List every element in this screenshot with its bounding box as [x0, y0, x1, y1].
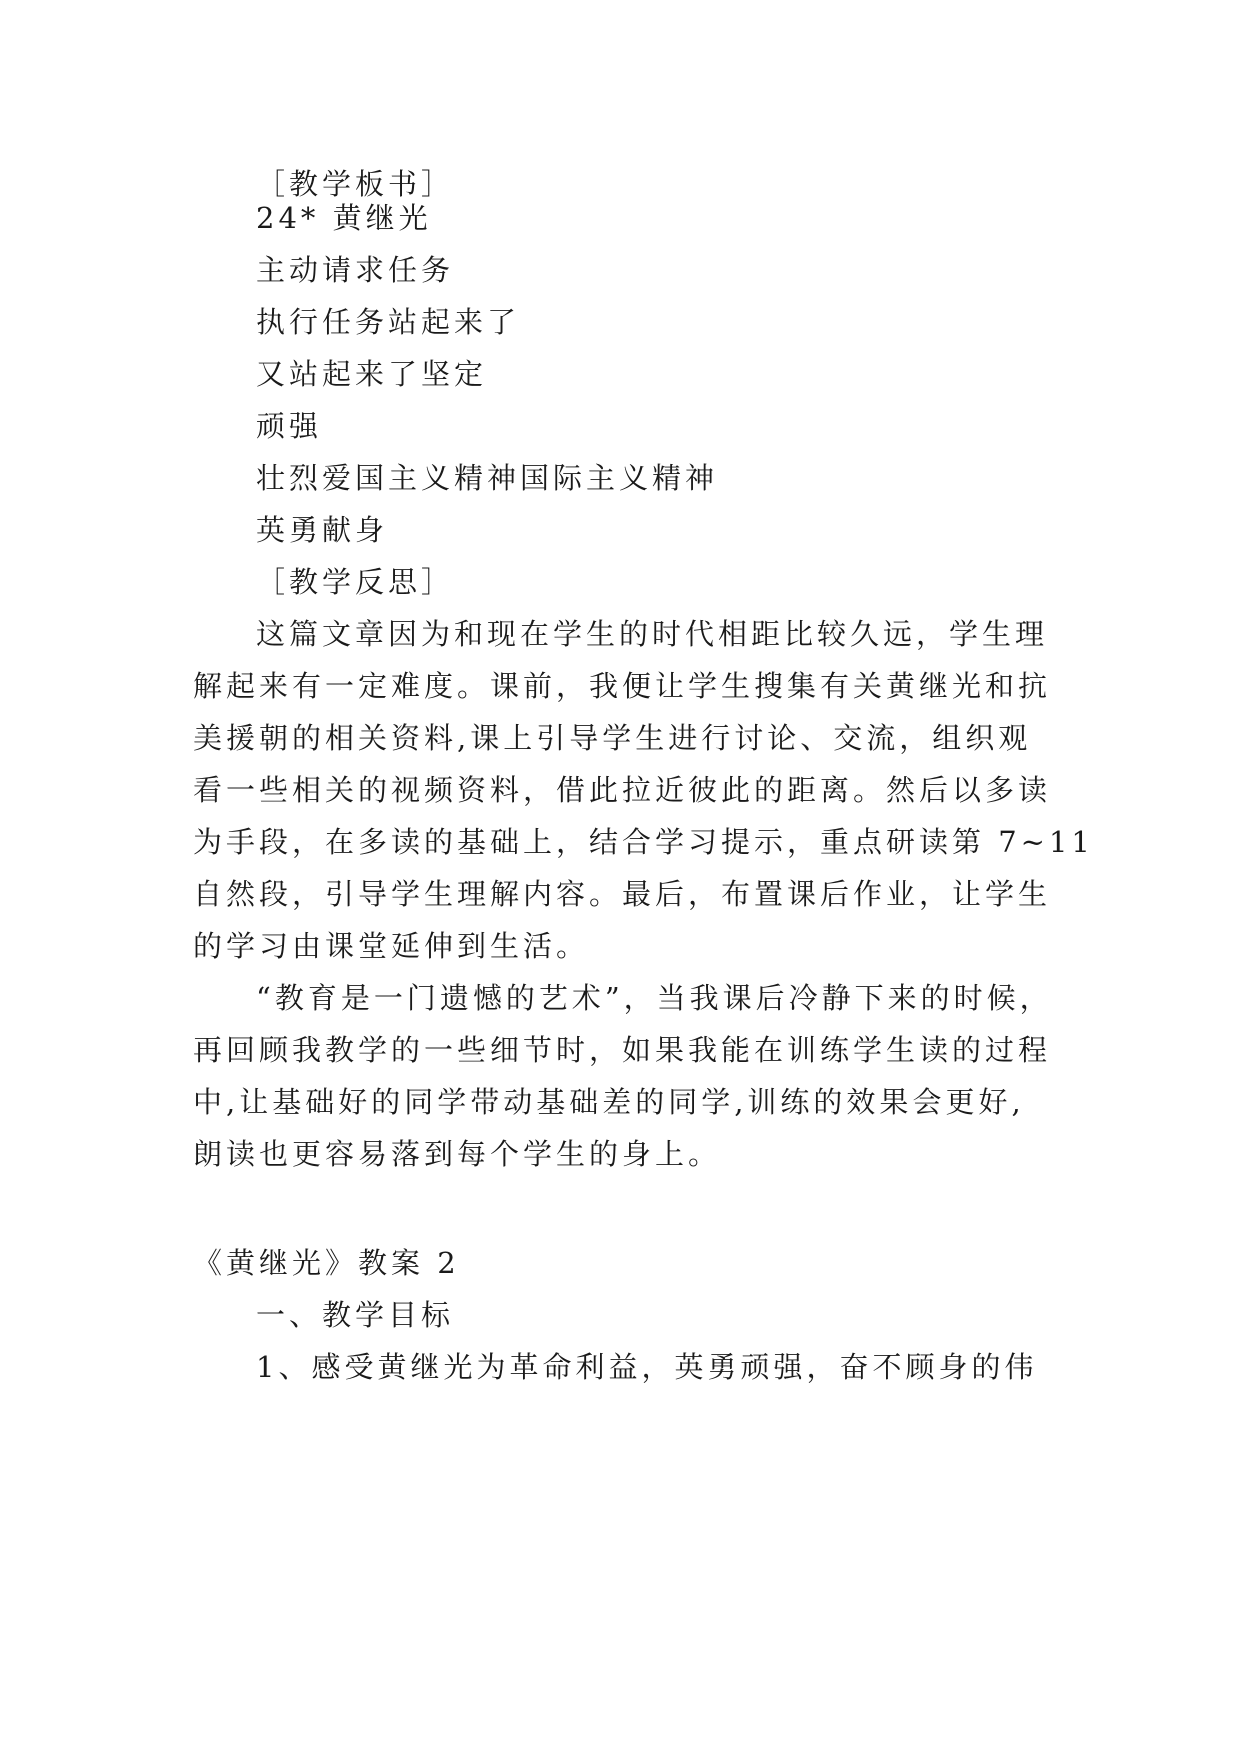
board-line: 主动请求任务 [256, 253, 455, 287]
board-line: 顽强 [256, 409, 323, 443]
paragraph-line: “教育是一门遗憾的艺术”，当我课后冷静下来的时候， [256, 981, 1053, 1015]
paragraph-line: 为手段，在多读的基础上，结合学习提示，重点研读第 7~11 [193, 825, 1094, 859]
board-line: 又站起来了坚定 [256, 357, 488, 391]
section-heading-reflection: ［教学反思］ [256, 565, 455, 599]
paragraph-line: 自然段，引导学生理解内容。最后，布置课后作业，让学生 [193, 877, 1052, 911]
paragraph-line: 再回顾我教学的一些细节时，如果我能在训练学生读的过程 [193, 1033, 1052, 1067]
subheading: 一、教学目标 [256, 1298, 455, 1332]
board-line: 24* 黄继光 [256, 201, 432, 235]
board-line: 壮烈爱国主义精神国际主义精神 [256, 461, 719, 495]
paragraph-line: 看一些相关的视频资料，借此拉近彼此的距离。然后以多读 [193, 773, 1052, 807]
paragraph-line: 朗读也更容易落到每个学生的身上。 [193, 1137, 722, 1171]
lesson-title: 《黄继光》教案 2 [193, 1246, 460, 1280]
paragraph-line: 解起来有一定难度。课前，我便让学生搜集有关黄继光和抗 [193, 669, 1052, 703]
section-heading-board: ［教学板书］ [256, 167, 455, 201]
paragraph-line: 这篇文章因为和现在学生的时代相距比较久远，学生理 [256, 617, 1049, 651]
paragraph-line: 美援朝的相关资料,课上引导学生进行讨论、交流，组织观 [193, 721, 1032, 755]
objective-item: 1、感受黄继光为革命利益，英勇顽强，奋不顾身的伟 [256, 1350, 1038, 1384]
board-line: 执行任务站起来了 [256, 305, 521, 339]
paragraph-line: 中,让基础好的同学带动基础差的同学,训练的效果会更好, [193, 1085, 1025, 1119]
board-line: 英勇献身 [256, 513, 389, 547]
paragraph-line: 的学习由课堂延伸到生活。 [193, 929, 590, 963]
